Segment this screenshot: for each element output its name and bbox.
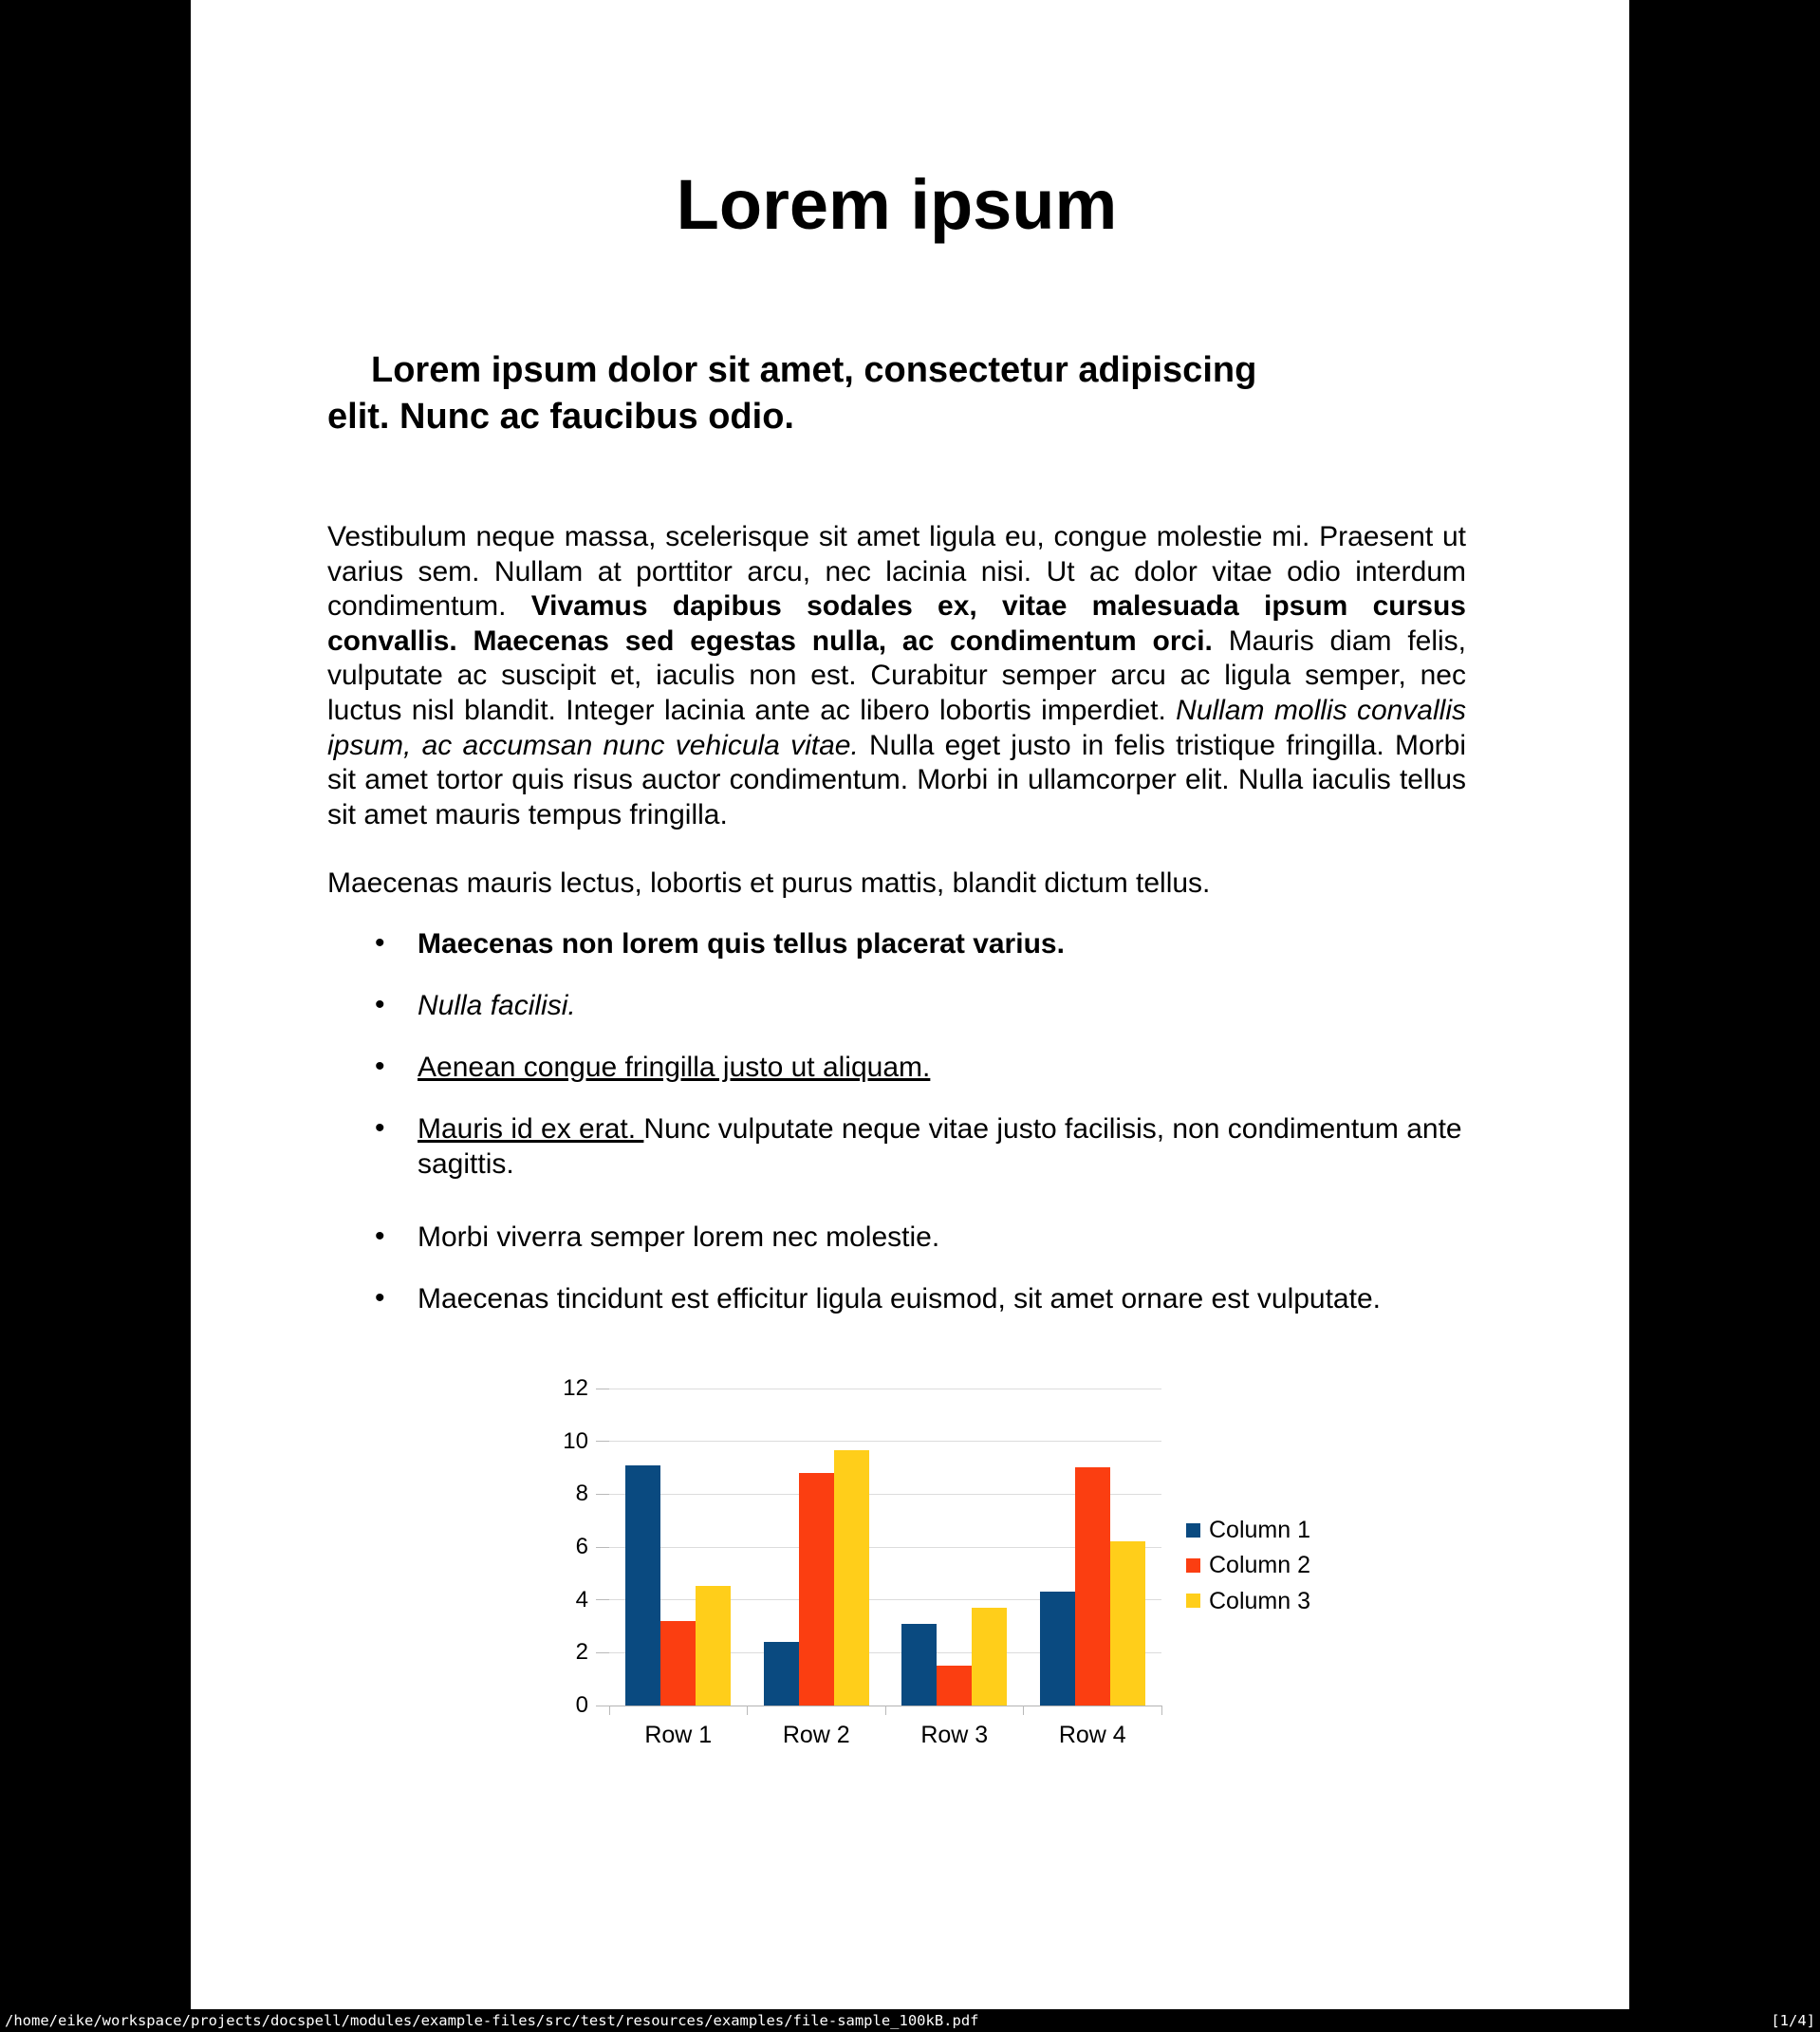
pdf-page[interactable] — [191, 0, 1629, 2009]
y-axis-tick — [596, 1599, 609, 1600]
chart-bar-column-1-row-3 — [901, 1624, 937, 1706]
chart-bar-column-2-row-2 — [799, 1473, 834, 1706]
body-paragraph — [327, 520, 1466, 832]
y-gridline — [609, 1494, 1161, 1495]
legend-label: Column 2 — [1209, 1552, 1310, 1579]
bullet-text — [418, 928, 1065, 960]
text-segment-italic: Nulla facilisi. — [418, 990, 576, 1021]
y-gridline — [609, 1441, 1161, 1442]
legend-swatch-column-2 — [1186, 1558, 1200, 1573]
x-axis-category-label: Row 4 — [1058, 1722, 1126, 1748]
y-axis-tick-label: 2 — [575, 1639, 588, 1666]
statusbar — [0, 2009, 1820, 2032]
text-segment-italic: Nullam mollis convallis ipsum, ac accumsan nunc vehicula vitae. — [327, 694, 1466, 761]
y-axis-tick-label: 8 — [575, 1481, 588, 1507]
x-axis-tick — [885, 1706, 886, 1715]
y-axis-tick — [596, 1547, 609, 1548]
bullet-text — [418, 1283, 1381, 1314]
chart-bar-column-1-row-4 — [1040, 1592, 1075, 1706]
y-axis-tick-label: 10 — [563, 1427, 588, 1454]
text-segment-normal: Nulla eget justo in felis tristique fringilla. Morbi sit amet tortor quis risus auctor condimentum. Morbi in ullamcorper elit. Nulla iaculis tellus sit amet mauris tempus fringilla. — [327, 729, 1466, 830]
bullet-icon: • — [375, 1221, 385, 1252]
y-gridline — [609, 1652, 1161, 1653]
list-item — [327, 1111, 1466, 1182]
list-item — [327, 988, 1466, 1023]
list-item — [327, 1050, 1466, 1085]
text-segment-normal: Nunc vulputate neque vitae justo facilisis, non condimentum ante sagittis. — [418, 1113, 1462, 1180]
bullet-icon: • — [375, 1051, 385, 1082]
statusbar-file-path: /home/eike/workspace/projects/docspell/modules/example-files/src/test/resources/examples/file-sample_100kB.pdf — [5, 2012, 979, 2029]
chart-bar-column-2-row-4 — [1075, 1467, 1110, 1706]
text-segment-normal: Vestibulum neque massa, scelerisque sit amet ligula eu, congue molestie mi. Praesent ut varius sem. Nullam at porttitor arcu, nec lacinia nisi. Ut ac dolor vitae odio interdum condimentum. — [327, 521, 1466, 623]
text-segment-normal: Morbi viverra semper lorem nec molestie. — [418, 1221, 940, 1253]
list-item — [327, 1281, 1466, 1316]
chart-bar-column-2-row-3 — [937, 1666, 972, 1706]
bullet-text — [418, 990, 576, 1021]
x-axis-tick — [609, 1706, 610, 1715]
body-paragraph: Maecenas mauris lectus, lobortis et purus mattis, blandit dictum tellus. — [327, 867, 1211, 899]
y-gridline — [609, 1547, 1161, 1548]
text-segment-underline: Mauris id ex erat. — [418, 1113, 644, 1145]
statusbar-page-indicator: [1/4] — [1771, 2012, 1815, 2029]
legend-label: Column 1 — [1209, 1517, 1310, 1543]
text-segment-bold: Vivamus dapibus sodales ex, vitae malesuada ipsum cursus convallis. Maecenas sed egestas nulla, ac condimentum orci. — [327, 590, 1466, 657]
chart-bar-column-2-row-1 — [660, 1621, 696, 1706]
x-axis-tick — [1023, 1706, 1024, 1715]
x-axis-category-label: Row 3 — [920, 1722, 989, 1748]
bullet-text — [418, 1221, 939, 1253]
bullet-text — [418, 1052, 930, 1083]
bullet-icon: • — [375, 1282, 385, 1314]
bullet-icon: • — [375, 989, 385, 1020]
document-title: Lorem ipsum — [676, 165, 1118, 244]
y-gridline — [609, 1599, 1161, 1600]
x-axis-category-label: Row 1 — [644, 1722, 713, 1748]
chart-bar-column-3-row-1 — [696, 1586, 731, 1706]
chart-bar-column-3-row-3 — [972, 1608, 1007, 1706]
y-axis-tick — [596, 1652, 609, 1653]
text-segment-normal: Maecenas tincidunt est efficitur ligula euismod, sit amet ornare est vulputate. — [418, 1283, 1381, 1314]
chart-bar-column-3-row-4 — [1110, 1541, 1145, 1706]
legend-swatch-column-1 — [1186, 1523, 1200, 1538]
y-axis-tick-label: 0 — [575, 1692, 588, 1718]
x-axis-tick — [747, 1706, 748, 1715]
heading-line: elit. Nunc ac faucibus odio. — [327, 397, 794, 437]
x-axis-category-label: Row 2 — [782, 1722, 850, 1748]
bullet-text — [418, 1113, 1462, 1180]
y-axis-tick-label: 12 — [563, 1375, 588, 1401]
text-segment-bold: Maecenas non lorem quis tellus placerat varius. — [418, 928, 1065, 960]
chart-bar-column-1-row-2 — [764, 1642, 799, 1706]
list-item — [327, 1220, 1466, 1255]
y-axis-tick — [596, 1441, 609, 1442]
heading-line: Lorem ipsum dolor sit amet, consectetur adipiscing — [371, 350, 1257, 390]
bullet-icon: • — [375, 1112, 385, 1144]
document-heading — [327, 347, 1476, 440]
y-axis-tick — [596, 1494, 609, 1495]
text-segment-normal: Mauris diam felis, vulputate ac suscipit et, iaculis non est. Curabitur semper arcu ac ligula semper, nec luctus nisl blandit. Integer lacinia ante ac libero lobortis imperdiet. — [327, 625, 1466, 726]
list-item — [327, 926, 1466, 961]
legend-swatch-column-3 — [1186, 1594, 1200, 1608]
chart-bar-column-3-row-2 — [834, 1450, 869, 1706]
bullet-list — [327, 926, 1466, 1343]
x-axis-tick — [1161, 1706, 1162, 1715]
y-axis-tick-label: 6 — [575, 1534, 588, 1559]
y-axis-tick-label: 4 — [575, 1586, 588, 1613]
legend-label: Column 3 — [1209, 1587, 1310, 1614]
text-segment-underline: Aenean congue fringilla justo ut aliquam. — [418, 1052, 931, 1083]
bullet-icon: • — [375, 927, 385, 959]
chart-bar-column-1-row-1 — [625, 1465, 660, 1706]
